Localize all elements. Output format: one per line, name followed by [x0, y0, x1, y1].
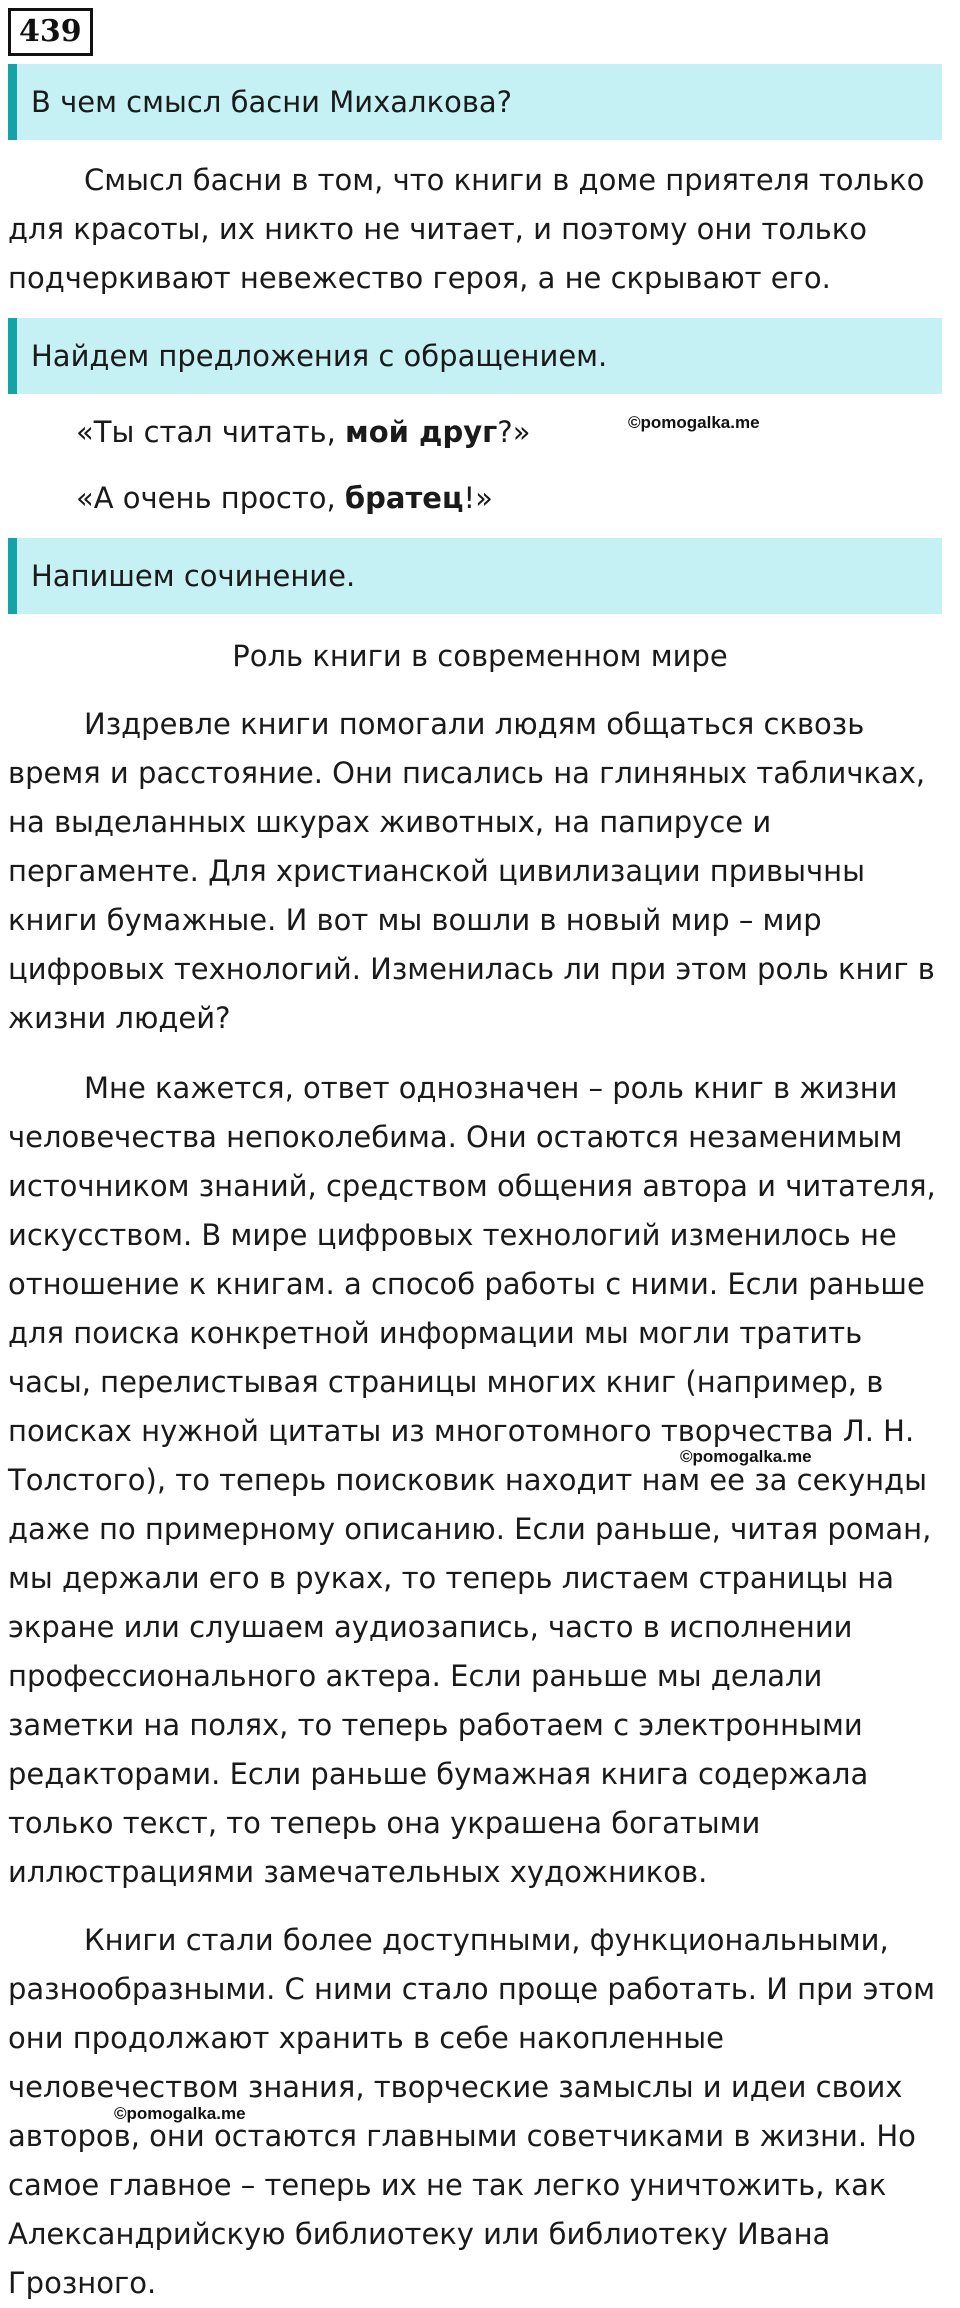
essay-title: Роль книги в современном мире [232, 639, 728, 673]
quote-sentence-1 [76, 408, 530, 457]
watermark: ©pomogalka.me [680, 1447, 812, 1466]
answer-paragraph [8, 156, 944, 303]
question-heading-address-sentences: Найдем предложения с обращением. [8, 318, 942, 394]
essay-paragraph-1-text: Издревле книги помогали людям общаться сквозь время и расстояние. Они писались на глиняных табличках, на выделанных шкурах животных, на папирусе и пергаменте. Для христианской цивилизации привычны книги бумажные. И вот мы вошли в новый мир – мир цифровых технологий. Изменилась ли при этом роль книг в жизни людей? [8, 707, 935, 1035]
answer-text: Смысл басни в том, что книги в доме приятеля только для красоты, их никто не читает, и поэтому они только подчеркивают невежество героя, а не скрывают его. [8, 163, 925, 295]
quote-1-address: мой друг [345, 415, 498, 449]
watermark: ©pomogalka.me [114, 2104, 246, 2123]
quote-2-ending: !» [463, 481, 493, 515]
quote-sentence-2 [76, 474, 493, 523]
question-heading-fable-meaning: В чем смысл басни Михалкова? [8, 64, 942, 140]
essay-paragraph-2-text: Мне кажется, ответ однозначен – роль книг в жизни человечества непоколебима. Они остаются незаменимым источником знаний, средством общения автора и читателя, искусством. В мире цифровых технологий изменилось не отношение к книгам. а способ работы с ними. Если раньше для поиска конкретной информации мы могли тратить часы, перелистывая страницы многих книг (например, в поисках нужной цитаты из многотомного творчества Л. Н. Толстого), то теперь поисковик находит нам ее за секунды даже по примерному описанию. Если раньше, читая роман, мы держали его в руках, то теперь листаем страницы на экране или слушаем аудиозапись, часто в исполнении профессионального актера. Если раньше мы делали заметки на полях, то теперь работаем с электронными редакторами. Если раньше бумажная книга содержала только текст, то теперь она украшена богатыми иллюстрациями замечательных художников. [8, 1071, 936, 1889]
essay-paragraph-2 [8, 1064, 944, 1897]
quote-1-text: «Ты стал читать, [76, 415, 346, 449]
question-heading-essay: Напишем сочинение. [8, 538, 942, 614]
watermark: ©pomogalka.me [628, 413, 760, 432]
quote-2-text: «А очень просто, [76, 481, 345, 515]
essay-paragraph-3-text: Книги стали более доступными, функциональными, разнообразными. С ними стало проще работать. И при этом они продолжают хранить в себе накопленные человечеством знания, творческие замыслы и идеи своих авторов, они остаются главными советчиками в жизни. Но самое главное – теперь их не так легко уничтожить, как Александрийскую библиотеку или библиотеку Ивана Грозного. [8, 1923, 936, 2300]
essay-paragraph-1 [8, 700, 944, 1043]
quote-2-address: братец [344, 481, 464, 515]
task-number: 439 [8, 8, 93, 56]
quote-1-ending: ?» [497, 415, 531, 449]
